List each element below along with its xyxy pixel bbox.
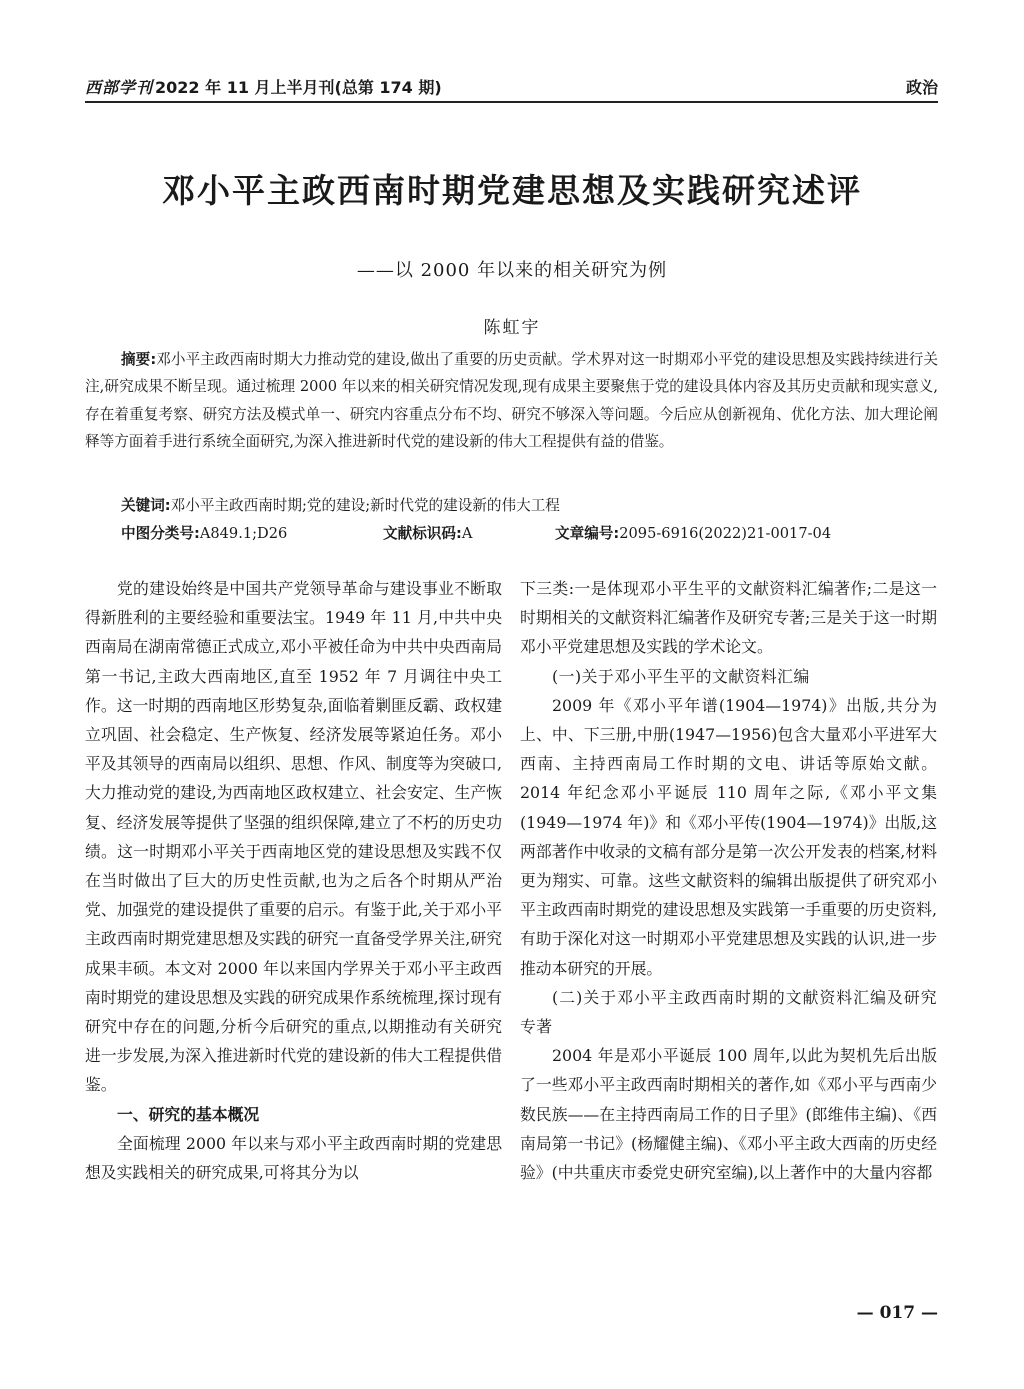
abstract (85, 346, 938, 456)
subsection-heading: (一)关于邓小平生平的文献资料汇编 (552, 666, 810, 686)
issue-info: 2022 年 11 月上半月刊(总第 174 期) (155, 78, 442, 97)
article-no-value: 2095-6916(2022)21-0017-04 (619, 525, 832, 542)
section-label: 政治 (905, 78, 938, 97)
journal-info (85, 75, 442, 98)
body-paragraph: 2009 年《邓小平年谱(1904—1974)》出版,共分为上、中、下三册,中册(1947—1956)包含大量邓小平进军大西南、主持西南局工作时期的文电、讲话等原始文献。2014 年纪念邓小平诞辰 110 周年之际,《邓小平文集(1949—1974 年)》和《邓小平传(1904—1974)》出版,这两部著作中收录的文稿有部分是第一次公开发表的档案,材料更为翔实、可靠。这些文献资料的编辑出版提供了研究邓小平主政西南时期党的建设思想及实践第一手重要的历史资料,有助于深化对这一时期邓小平党建思想及实践的认识,进一步推动本研究的开展。 (520, 695, 937, 978)
page-number: — 017 — (856, 1303, 938, 1323)
article-subtitle: ——以 2000 年以来的相关研究为例 (356, 260, 668, 281)
keywords-label: 关键词: (121, 497, 171, 514)
document-code (383, 520, 472, 547)
keywords (121, 492, 938, 519)
body-paragraph: 2004 年是邓小平诞辰 100 周年,以此为契机先后出版了一些邓小平主政西南时期相关的著作,如《邓小平与西南少数民族——在主持西南局工作的日子里》(郎维伟主编)、《西南局第一书记》(杨耀健主编)、《邓小平主政大西南的历史经验》(中共重庆市委党史研究室编),以上著作中的大量内容都 (520, 1046, 937, 1183)
keywords-text: 邓小平主政西南时期;党的建设;新时代党的建设新的伟大工程 (170, 497, 560, 514)
subsection-heading: (二)关于邓小平主政西南时期的文献资料汇编及研究专著 (520, 987, 937, 1037)
article-no-label: 文章编号: (555, 525, 620, 542)
header-divider (85, 101, 938, 103)
body-paragraph: 下三类:一是体现邓小平生平的文献资料汇编著作;二是这一时期相关的文献资料汇编著作及研究专著;三是关于这一时期邓小平党建思想及实践的学术论文。 (520, 579, 937, 657)
clc-label: 中图分类号: (121, 525, 200, 542)
article-number (555, 520, 831, 547)
doc-code-value: A (461, 525, 473, 542)
author-name: 陈虹宇 (483, 318, 541, 338)
body-column-left (85, 574, 502, 1187)
abstract-label: 摘要: (121, 351, 157, 368)
abstract-text: 邓小平主政西南时期大力推动党的建设,做出了重要的历史贡献。学术界对这一时期邓小平党的建设思想及实践持续进行关注,研究成果不断呈现。通过梳理 2000 年以来的相关研究情况发现,现有成果主要聚焦于党的建设具体内容及其历史贡献和现实意义,存在着重复考察、研究方法及模式单一、研究内容重点分布不均、研究不够深入等问题。今后应从创新视角、优化方法、加大理论阐释等方面着手进行系统全面研究,为深入推进新时代党的建设新的伟大工程提供有益的借鉴。 (85, 351, 938, 451)
running-header (85, 72, 938, 98)
body-paragraph: 党的建设始终是中国共产党领导革命与建设事业不断取得新胜利的主要经验和重要法宝。1949 年 11 月,中共中央西南局在湖南常德正式成立,邓小平被任命为中共中央西南局第一书记,主政大西南地区,直至 1952 年 7 月调往中央工作。这一时期的西南地区形势复杂,面临着剿匪反霸、政权建立巩固、社会稳定、生产恢复、经济发展等紧迫任务。邓小平及其领导的西南局以组织、思想、作风、制度等为突破口,大力推动党的建设,为西南地区政权建立、社会安定、生产恢复、经济发展等提供了坚强的组织保障,建立了不朽的历史功绩。这一时期邓小平关于西南地区党的建设思想及实践不仅在当时做出了巨大的历史性贡献,也为之后各个时期从严治党、加强党的建设提供了重要的启示。有鉴于此,关于邓小平主政西南时期党建思想及实践的研究一直备受学界关注,研究成果丰硕。本文对 2000 年以来国内学界关于邓小平主政西南时期党的建设思想及实践的研究成果作系统梳理,探讨现有研究中存在的问题,分析今后研究的重点,以期推动有关研究进一步发展,为深入推进新时代党的建设新的伟大工程提供借鉴。 (85, 579, 502, 1095)
body-paragraph: 全面梳理 2000 年以来与邓小平主政西南时期的党建思想及实践相关的研究成果,可将其分为以 (85, 1133, 502, 1183)
clc-value: A849.1;D26 (199, 525, 288, 542)
body-column-right (520, 574, 937, 1187)
classification-line (121, 520, 921, 547)
article-title: 邓小平主政西南时期党建思想及实践研究述评 (162, 171, 862, 210)
clc-code (121, 520, 287, 547)
section-heading: 一、研究的基本概况 (117, 1104, 260, 1124)
journal-logo: 西部学刊 (85, 78, 154, 97)
doc-code-label: 文献标识码: (383, 525, 462, 542)
